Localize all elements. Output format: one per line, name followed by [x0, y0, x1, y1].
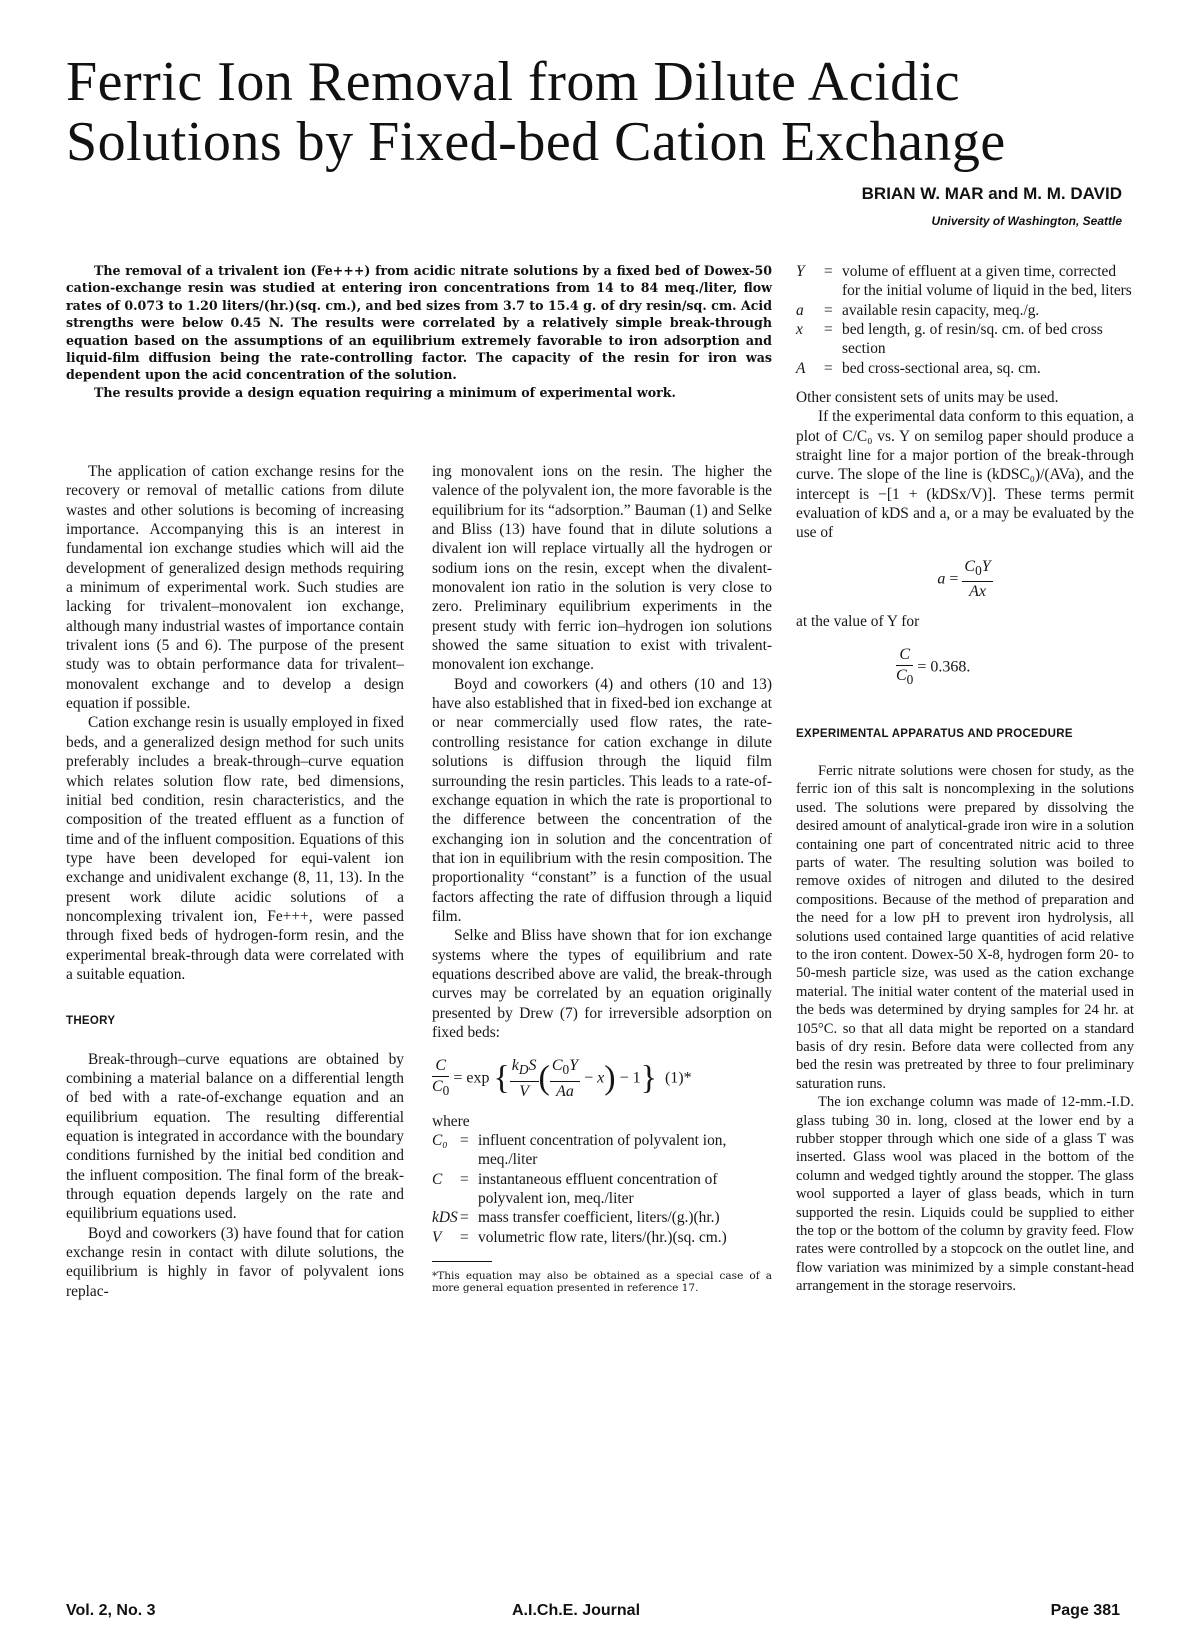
- article-title: Ferric Ion Removal from Dilute Acidic Solutions by Fixed-bed Cation Exchange: [66, 51, 1006, 173]
- footnote: *This equation may also be obtained as a special case of a more general equation presented in reference 17.: [432, 1269, 772, 1294]
- abstract-paragraph: The removal of a trivalent ion (Fe+++) from acidic nitrate solutions by a fixed bed of Dowex-50 cation-exchange resin was studied at entering iron concentrations from 14 to 84 meq./liter, flow rates of 0.073 to 1.20 liters/(hr.)(sq. cm.), and bed sizes from 3.7 to 15.4 g. of dry resin/sq. cm. Acid strengths were below 0.45 N. The results were correlated by a relatively simple break-through equation based on the assumptions of an equilibrium extremely favorable to iron adsorption and liquid-film diffusion being the rate-controlling factor. The capacity of the resin for iron was dependent upon the acid concentration of the solution.: [66, 263, 772, 383]
- footer-journal: A.I.Ch.E. Journal: [512, 1602, 641, 1619]
- equation-number: (1)*: [664, 1069, 692, 1087]
- section-heading-theory: THEORY: [66, 1015, 116, 1028]
- column-left: [66, 462, 404, 1301]
- body-paragraph: at the value of Y for: [796, 613, 920, 630]
- definition-row: C₀ = influent concentration of polyvalent ion, meq./liter: [432, 1131, 727, 1169]
- body-paragraph: Selke and Bliss have shown that for ion exchange systems where the types of equilibrium and rate equations described above are valid, the break-through curves may be correlated by an equation originally presented by Drew (7) for irreversible adsorption on fixed beds:: [432, 927, 772, 1041]
- definition-row: A = bed cross-sectional area, sq. cm.: [796, 359, 1041, 377]
- body-paragraph: Boyd and coworkers (3) have found that for cation exchange resin in contact with dilute solutions, the equilibrium is highly in favor of polyvalent ions replac-: [66, 1224, 404, 1300]
- body-paragraph: If the experimental data conform to this equation, a plot of C/C₀ vs. Y on semilog paper should produce a straight line for a major portion of the break-through curve. The slope of the line is (kDSC₀)/(AVa), and the intercept is −[1 + (kDSx/V)]. These terms permit evaluation of kDS and a, or a may be evaluated by the use of: [796, 408, 1134, 542]
- body-paragraph: Other consistent sets of units may be used.: [796, 389, 1059, 407]
- footer-volume: Vol. 2, No. 3: [66, 1602, 156, 1619]
- body-paragraph: ing monovalent ions on the resin. The higher the valence of the polyvalent ion, the more favorable is the equilibrium for its “adsorption.” Bauman (1) and Selke and Bliss (13) have found that in dilute solutions a divalent ion will replace virtually all the hydrogen or sodium ions on the resin, except when the divalent-monovalent ion ratio in the solution is very close to zero. Preliminary equilibrium experiments in the present study with ferric ion–hydrogen ion solutions showed the same situation to exist with trivalent-monovalent ion exchange.: [432, 463, 772, 674]
- section-heading-experimental: EXPERIMENTAL APPARATUS AND PROCEDURE: [796, 727, 1073, 740]
- footnote-rule: [432, 1261, 492, 1262]
- definition-row: a = available resin capacity, meq./g.: [796, 301, 1040, 319]
- body-paragraph: Cation exchange resin is usually employed in fixed beds, and a generalized design method for such units preferably includes a break-through–curve equation which relates solution flow rate, bed dimensions, initial bed condition, resin characteristics, and the composition of the treated effluent as a function of time and of the influent composition. Equations of this type have been developed for equi-valent ion exchange and unidivalent exchange (8, 11, 13). In the present work dilute acidic solutions of a noncomplexing trivalent ion, Fe+++, were passed through fixed beds of hydrogen-form resin, and the experimental break-through data were correlated with a suitable equation.: [66, 714, 404, 983]
- equation-1: $\frac{C}{C_0}$ = exp { $\frac{k_DS}{V}$ ( $\frac{C_0Y}{Aa}$ − x) − 1} (1)*: [432, 1057, 692, 1100]
- body-paragraph: Break-through–curve equations are obtained by combining a material balance on a differential length of bed with a rate-of-exchange equation and an equilibrium equation. The resulting differential equation is integrated in accordance with the boundary conditions furnished by the initial bed condition and the influent composition. The final form of the break-through equation depends largely on the rate and equilibrium equations used.: [66, 1050, 404, 1223]
- abstract: [66, 262, 772, 401]
- author-line: BRIAN W. MAR and M. M. DAVID: [861, 184, 1122, 203]
- equation-value: = 0.368.: [917, 658, 971, 676]
- definition-row: C = instantaneous effluent concentration of polyvalent ion, meq./liter: [432, 1170, 718, 1207]
- column-middle: [432, 462, 772, 1294]
- body-paragraph: Ferric nitrate solutions were chosen for study, as the ferric ion of this salt is noncomplexing in the solutions used. The solutions were prepared by dissolving the desired amount of analytical-grade iron wire in a solution containing one part of concentrated nitric acid to three parts of water. The resulting solution was boiled to remove oxides of nitrogen and diluted to the desired compositions. Because of the method of preparation and the need for a low pH to prevent iron hydrolysis, all solutions used contained large quantities of acid relative to the iron content. Dowex-50 X-8, hydrogen form 20- to 50-mesh particle size, was used as the cation exchange material. The initial water content of the material used in the beds was determined by drying samples for 24 hr. at 105°C. so that all data might be reported on a standard basis of dry resin. Before data were collected from any bed the resin was pretreated by three to four preliminary saturation runs.: [796, 762, 1134, 1092]
- definition-row: V = volumetric flow rate, liters/(hr.)(sq. cm.): [432, 1228, 727, 1246]
- column-right: [796, 262, 1134, 1296]
- abstract-paragraph: The results provide a design equation requiring a minimum of experimental work.: [94, 384, 676, 400]
- definition-row: kDS = mass transfer coefficient, liters/(g.)(hr.): [432, 1209, 720, 1227]
- symbol-definitions: [796, 262, 1134, 378]
- body-paragraph: The application of cation exchange resins for the recovery or removal of metallic cations from dilute wastes and other solutions is becoming of increasing importance. Accompanying this is an interest in fundamental ion exchange studies which will aid the development of generalized design methods requiring a minimum of experimental work. Such studies are lacking for trivalent–monovalent ion exchange, although many industrial wastes of importance contain trivalent ions (5 and 6). The purpose of the present study was to obtain performance data for trivalent–monovalent exchange and to develop a design equation if possible.: [66, 463, 404, 713]
- symbol-definitions: [432, 1131, 772, 1247]
- affiliation: University of Washington, Seattle: [931, 214, 1122, 228]
- where-label: where: [432, 1112, 470, 1130]
- definition-row: x = bed length, g. of resin/sq. cm. of bed cross section: [796, 321, 1103, 358]
- body-paragraph: The ion exchange column was made of 12-mm.-I.D. glass tubing 30 in. long, closed at the lower end by a rubber stopper through which one side of a glass T was inserted. Glass wool was placed in the bottom of the column and wedged tightly around the stopper. The glass wool supported a layer of glass beads, which in turn supported the resin. Liquids could be supplied to either the top or the bottom of the column by gravity feed. Flow rates were controlled by a stopcock on the outlet line, and flow variation was minimized by a simple constant-head arrangement in the storage reservoirs.: [796, 1094, 1134, 1295]
- equation-2: a = $\frac{C_0Y}{Ax}$: [937, 557, 991, 600]
- footer-page: Page 381: [1050, 1602, 1120, 1619]
- definition-row: Y = volume of effluent at a given time, corrected for the initial volume of liquid in the bed, liters: [796, 263, 1132, 300]
- equation-3: $\frac{C}{C_0}$ = 0.368.: [896, 646, 971, 688]
- body-paragraph: Boyd and coworkers (4) and others (10 and 13) have also established that in fixed-bed ion exchange at or near commercially used flow rates, the rate-controlling resistance for cation exchange in dilute solutions is diffusion through the liquid film surrounding the resin particles. This leads to a rate-of-exchange equation in which the rate is proportional to the difference between the concentration of the exchanging ion in solution and the concentration of that ion in equilibrium with the resin composition. The proportionality “constant” is a function of the usual factors affecting the rate of diffusion through a liquid film.: [432, 675, 772, 925]
